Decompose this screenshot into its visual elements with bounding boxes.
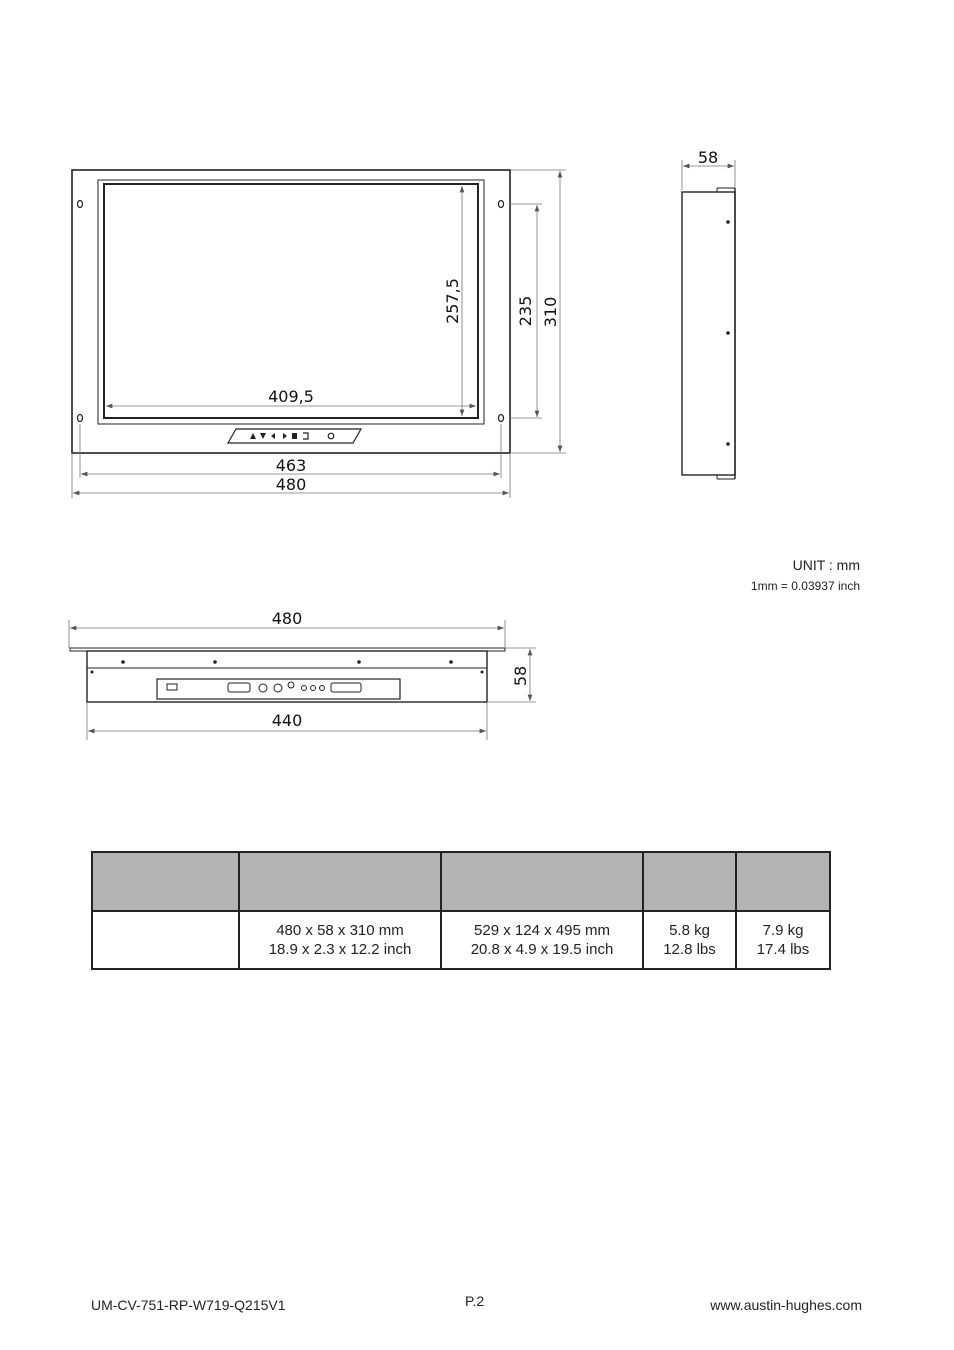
dim-bottom-depth: 58 [511,665,530,687]
osd-key-icons [250,433,334,439]
dim-height: 310 [541,296,560,328]
mount-hole [499,201,504,208]
spec-table [91,851,831,970]
io-port-panel [157,679,400,699]
io-port-icons [167,682,361,692]
gross-weight-kg: 7.9 kg [762,922,804,939]
dim-bottom-body-width: 440 [271,711,303,730]
table-header-cell [92,852,239,911]
carton-mm: 529 x 124 x 495 mm [474,922,610,939]
table-row [92,911,830,969]
table-cell-net-weight [643,911,736,969]
carton-inch: 20.8 x 4.9 x 19.5 inch [470,941,614,958]
dimension-inch: 18.9 x 2.3 x 12.2 inch [268,941,412,958]
dimension-mm: 480 x 58 x 310 mm [276,922,404,939]
dim-side-depth: 58 [697,148,719,167]
dim-mount-hole-spacing: 235 [516,295,535,327]
side-view-drawing [682,188,735,479]
bottom-body [87,651,487,702]
bottom-view-drawing [70,648,505,702]
table-cell-dimension [239,911,441,969]
mount-hole [78,415,83,422]
dim-inner-height: 257,5 [443,278,462,324]
footer-website[interactable]: www.austin-hughes.com [710,1297,862,1313]
table-header-cell [643,852,736,911]
front-screen [104,184,478,418]
mount-hole [78,201,83,208]
unit-label: UNIT : mm [792,557,860,573]
dim-bottom-width: 480 [271,609,303,628]
table-cell-gross-weight [736,911,830,969]
net-weight-lbs: 12.8 lbs [663,941,716,958]
unit-conversion: 1mm = 0.03937 inch [750,579,860,593]
footer-page-number: P.2 [465,1293,485,1309]
dim-width: 480 [275,475,307,494]
dim-inner-width: 409,5 [268,387,314,406]
table-cell-model [92,911,239,969]
table-header-cell [736,852,830,911]
footer-doc-id: UM-CV-751-RP-W719-Q215V1 [91,1297,286,1313]
table-header-cell [239,852,441,911]
table-header-cell [441,852,643,911]
dim-mount-width: 463 [275,456,307,475]
mount-hole [499,415,504,422]
table-cell-carton [441,911,643,969]
table-header-row [92,852,830,911]
net-weight-kg: 5.8 kg [669,922,710,939]
gross-weight-lbs: 17.4 lbs [756,941,810,958]
